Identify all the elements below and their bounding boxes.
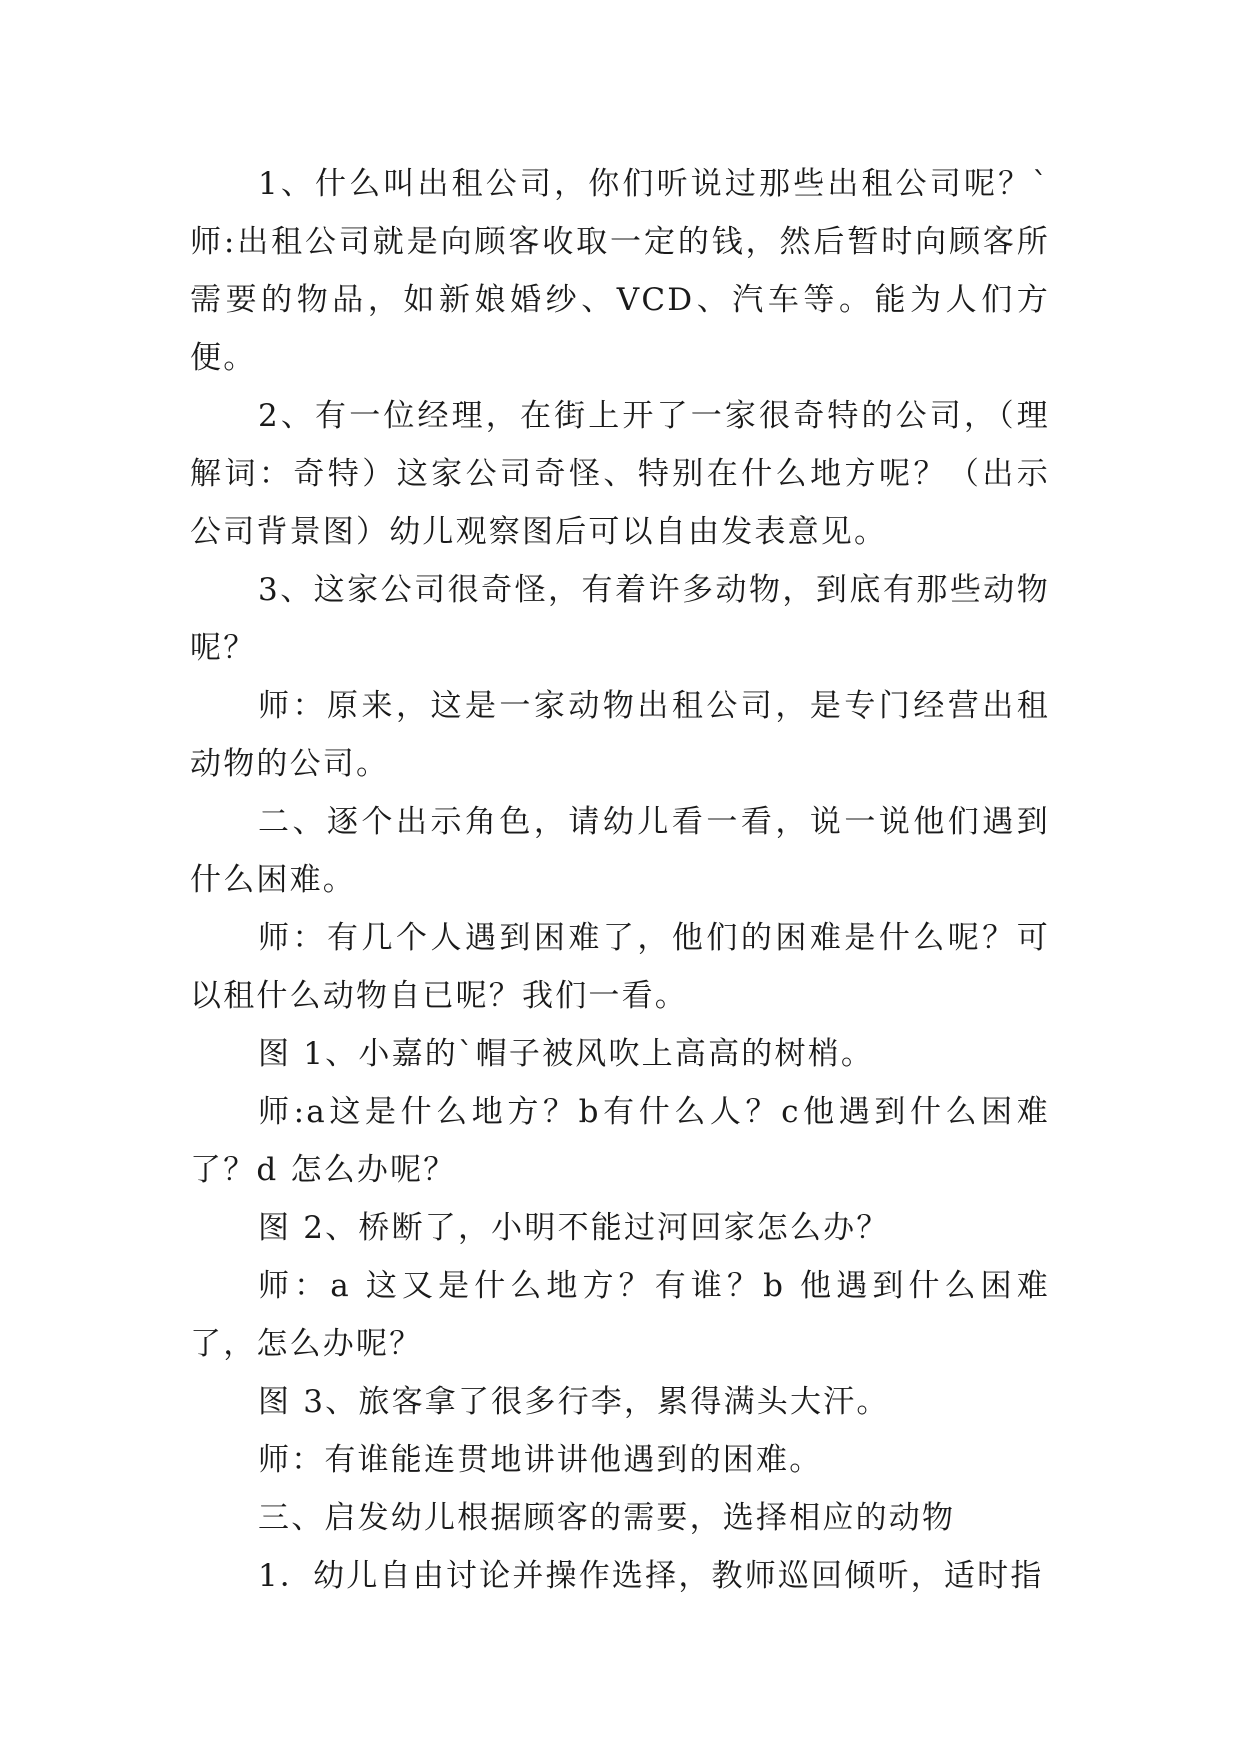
document-page xyxy=(190,155,1050,1605)
paragraph-9: 图 2、桥断了，小明不能过河回家怎么办？ xyxy=(258,1210,890,1246)
paragraph-3: 3、这家公司很奇怪，有着许多动物，到底有那些动物呢？ xyxy=(190,572,1050,666)
paragraph-14: 1．幼儿自由讨论并操作选择，教师巡回倾听，适时指 xyxy=(258,1558,1044,1594)
paragraph-12: 师：有谁能连贯地讲讲他遇到的困难。 xyxy=(258,1442,823,1478)
paragraph-11: 图 3、旅客拿了很多行李，累得满头大汗。 xyxy=(258,1384,890,1420)
paragraph-2: 2、有一位经理，在街上开了一家很奇特的公司，（理解词：奇特）这家公司奇怪、特别在什么地方呢？（出示公司背景图）幼儿观察图后可以自由发表意见。 xyxy=(190,398,1050,550)
paragraph-4: 师：原来，这是一家动物出租公司，是专门经营出租动物的公司。 xyxy=(190,688,1050,782)
paragraph-8: 师:a这是什么地方？b有什么人？c他遇到什么困难了？d 怎么办呢？ xyxy=(190,1094,1050,1188)
paragraph-6: 师：有几个人遇到困难了，他们的困难是什么呢？可以租什么动物自已呢？我们一看。 xyxy=(190,920,1050,1014)
paragraph-7: 图 1、小嘉的`帽子被风吹上高高的树梢。 xyxy=(258,1036,875,1072)
paragraph-1: 1、什么叫出租公司，你们听说过那些出租公司呢？`师:出租公司就是向顾客收取一定的钱，然后暂时向顾客所需要的物品，如新娘婚纱、VCD、汽车等。能为人们方便。 xyxy=(190,166,1050,376)
paragraph-5: 二、逐个出示角色，请幼儿看一看，说一说他们遇到什么困难。 xyxy=(190,804,1050,898)
paragraph-10: 师：a 这又是什么地方？有谁？b 他遇到什么困难了，怎么办呢？ xyxy=(190,1268,1050,1362)
paragraph-13: 三、启发幼儿根据顾客的需要，选择相应的动物 xyxy=(258,1500,956,1536)
